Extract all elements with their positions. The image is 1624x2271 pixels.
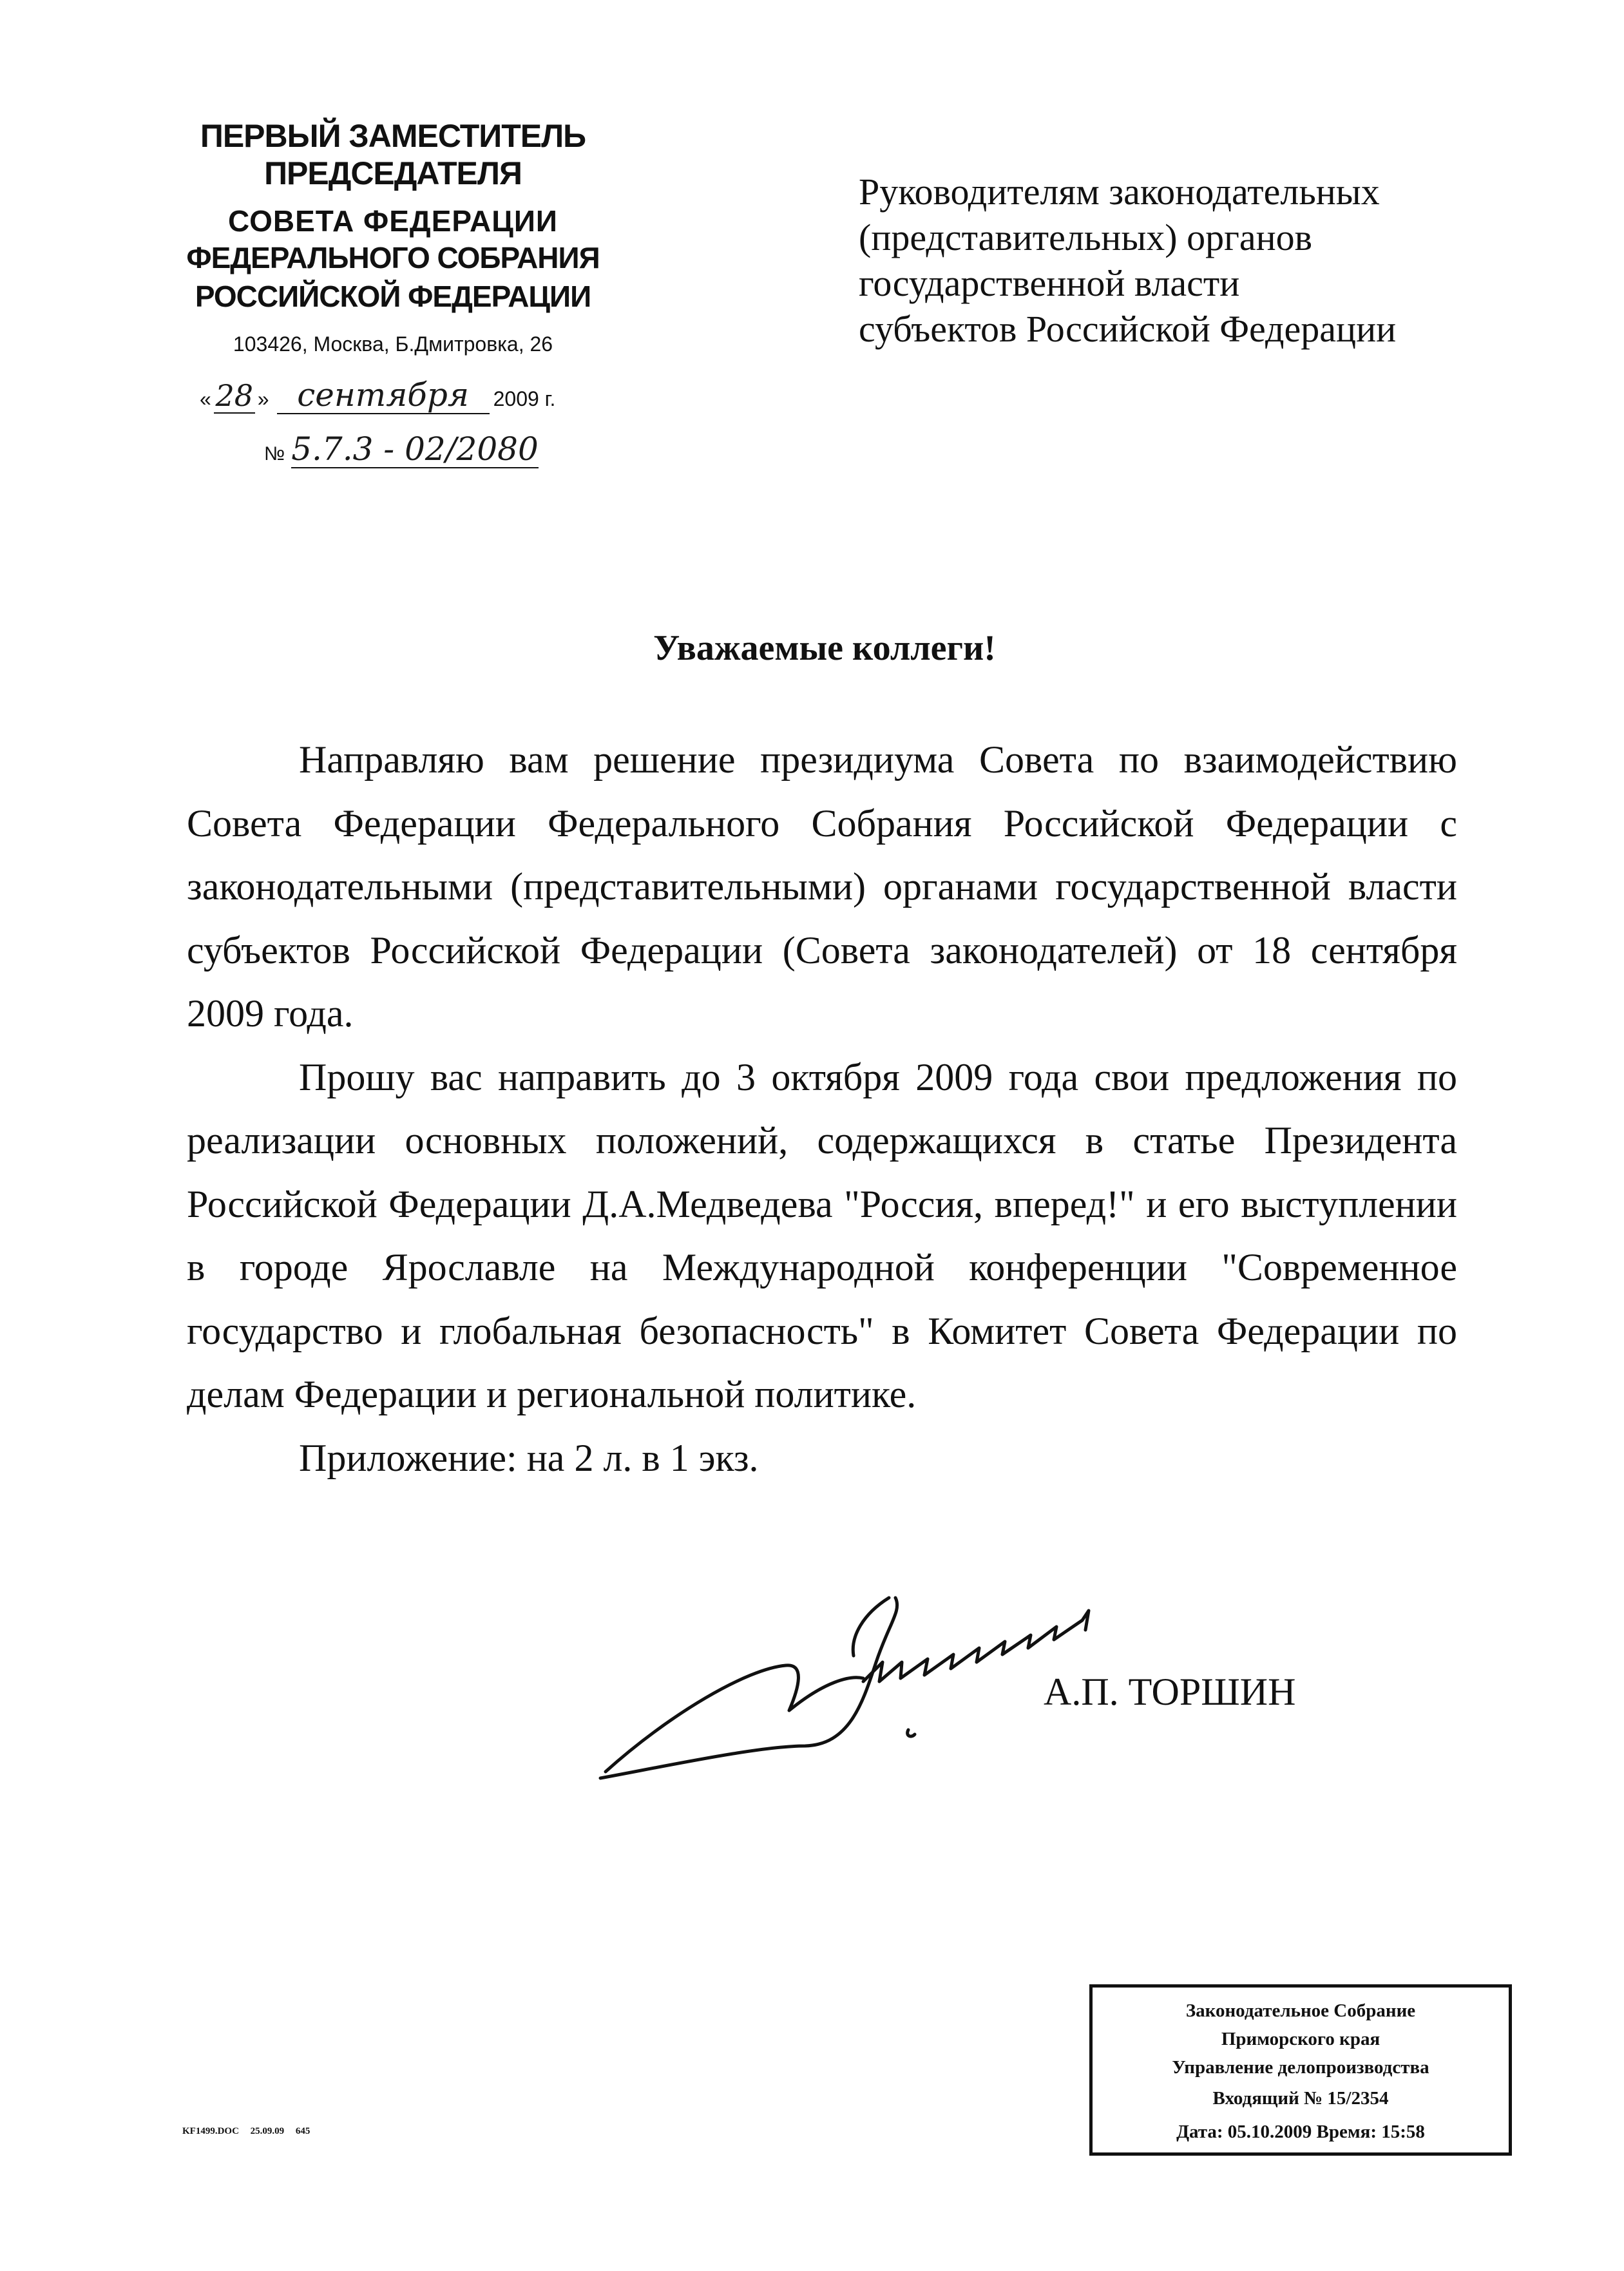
sender-org-line2: ФЕДЕРАЛЬНОГО СОБРАНИЯ <box>186 241 600 274</box>
date-month: сентября <box>277 378 490 414</box>
letter-body <box>187 728 1457 1490</box>
date-day: 28 <box>214 379 255 414</box>
sender-title-line2: ПРЕДСЕДАТЕЛЯ <box>264 155 522 191</box>
recipient-line: Руководителям законодательных <box>859 171 1380 213</box>
sender-title-line1: ПЕРВЫЙ ЗАМЕСТИТЕЛЬ <box>200 118 586 154</box>
signatory-name: А.П. ТОРШИН <box>1044 1671 1296 1713</box>
registration-stamp <box>1089 1984 1512 2156</box>
date-open-quote: « <box>200 387 211 410</box>
recipient-block <box>859 169 1396 352</box>
number-field <box>264 432 539 468</box>
sender-org-line1: СОВЕТА ФЕДЕРАЦИИ <box>228 204 558 238</box>
sender-org-line3: РОССИЙСКОЙ ФЕДЕРАЦИИ <box>195 280 591 313</box>
date-field <box>200 378 555 414</box>
body-paragraph: Прошу вас направить до 3 октября 2009 года свои предложения по реализации основных положений, содержащихся в статье Президента Российской Федерации Д.А.Медведева "Россия, вперед!" и его выступлении в городе Ярославле на Международной конференции "Современное государство и глобальная безопасность" в Комитет Совета Федерации по делам Федерации и региональной политике. <box>187 1055 1457 1415</box>
date-year: 2009 г. <box>493 387 556 410</box>
body-paragraph: Направляю вам решение президиума Совета по взаимодействию Совета Федерации Федерального Собрания Российской Федерации с законодательными (представительными) органами государственной власти субъектов Российской Федерации (Совета законодателей) от 18 сентября 2009 года. <box>187 738 1457 1035</box>
document-footer: KF1499.DOC 25.09.09 645 <box>182 2126 310 2136</box>
stamp-org: Законодательное Собрание <box>1185 2000 1416 2021</box>
recipient-line: (представительных) органов <box>859 216 1313 258</box>
number-value: 5.7.3 - 02/2080 <box>291 430 539 468</box>
stamp-date-time: Дата: 05.10.2009 Время: 15:58 <box>1176 2122 1425 2142</box>
stamp-region: Приморского края <box>1221 2029 1380 2049</box>
date-close-quote: » <box>257 387 269 410</box>
stamp-department: Управление делопроизводства <box>1172 2057 1429 2078</box>
stamp-incoming-number: Входящий № 15/2354 <box>1212 2088 1389 2109</box>
salutation: Уважаемые коллеги! <box>653 628 996 668</box>
number-label: № <box>264 443 285 465</box>
recipient-line: субъектов Российской Федерации <box>859 308 1397 350</box>
body-paragraph: Приложение: на 2 л. в 1 экз. <box>299 1436 759 1479</box>
recipient-line: государственной власти <box>859 262 1240 304</box>
sender-address: 103426, Москва, Б.Дмитровка, 26 <box>233 332 553 356</box>
